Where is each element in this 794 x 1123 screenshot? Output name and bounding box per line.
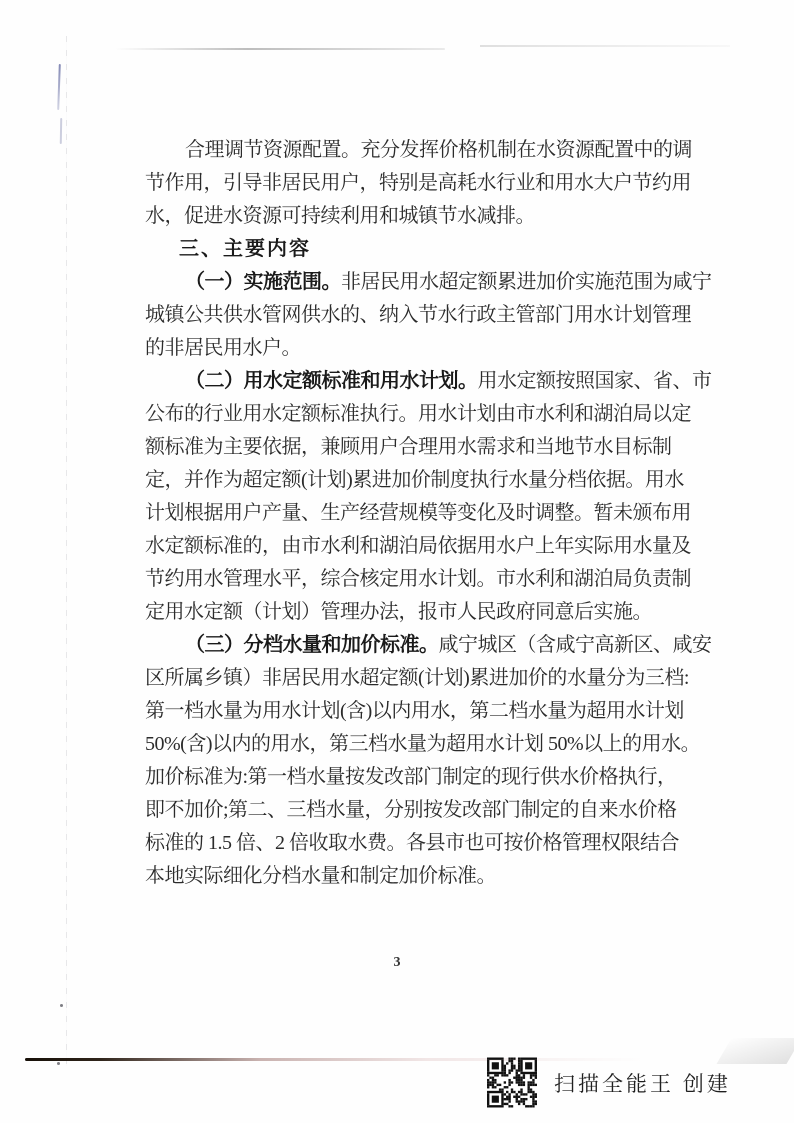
text-segment: 节约用水管理水平，综合核定用水计划。市水利和湖泊局负责制: [145, 568, 691, 590]
text-segment: 加价标准为:第一档水量按发改部门制定的现行供水价格执行，: [145, 766, 677, 788]
pen-mark-artifact: [57, 64, 61, 110]
scan-fold-line-artifact: [66, 36, 67, 1066]
text-line: [145, 134, 690, 167]
text-line: [145, 530, 690, 563]
text-line: [145, 167, 690, 200]
text-segment: 定，并作为超定额(计划)累进加价制度执行水量分档依据。用水: [145, 469, 684, 491]
text-line: [145, 563, 690, 596]
text-line: [145, 761, 690, 794]
document-body: [145, 134, 712, 893]
text-segment: 定用水定额（计划）管理办法，报市人民政府同意后实施。: [145, 601, 652, 623]
text-line: [145, 794, 690, 827]
text-line: [145, 728, 701, 761]
text-line: [145, 299, 690, 332]
text-line: [145, 860, 690, 893]
scan-smudge-artifact: [115, 48, 445, 50]
text-line: [145, 365, 712, 398]
text-segment: 第一档水量为用水计划(含)以内用水，第二档水量为超用水计划: [145, 700, 684, 722]
bold-text-segment: （一）实施范围。: [185, 271, 341, 293]
text-segment: 区所属乡镇）非居民用水超定额(计划)累进加价的水量分为三档:: [145, 667, 689, 689]
text-segment: 计划根据用户产量、生产经营规模等变化及时调整。暂未颁布用: [145, 502, 691, 524]
text-line: [145, 398, 690, 431]
text-segment: 本地实际细化分档水量和制定加价标准。: [145, 865, 496, 887]
text-line: [145, 464, 690, 497]
scan-smudge-artifact: [480, 45, 730, 47]
scanner-watermark: [487, 1056, 731, 1109]
text-line: [145, 629, 712, 662]
text-segment: 水定额标准的，由市水利和湖泊局依据用水户上年实际用水量及: [145, 535, 691, 557]
text-line: [145, 200, 690, 233]
text-segment: 合理调节资源配置。充分发挥价格机制在水资源配置中的调: [185, 139, 692, 161]
scanner-watermark-label: 扫描全能王 创建: [554, 1072, 731, 1096]
text-line: [145, 662, 690, 695]
text-segment: 即不加价;第二、三档水量，分别按发改部门制定的自来水价格: [145, 799, 677, 821]
text-segment: 节作用，引导非居民用户，特别是高耗水行业和用水大户节约用: [145, 172, 691, 194]
text-line: [145, 497, 690, 530]
pen-mark-artifact: [60, 118, 62, 144]
text-segment: 用水定额按照国家、省、市: [477, 370, 712, 392]
text-line: [145, 266, 712, 299]
text-segment: 的非居民用水户。: [145, 337, 301, 359]
text-segment: 非居民用水超定额累进加价实施范围为咸宁: [341, 271, 712, 293]
bold-text-segment: （二）用水定额标准和用水计划。: [185, 370, 478, 392]
scan-speck-artifact: [60, 1004, 63, 1007]
page-number: 3: [393, 955, 401, 970]
scan-speck-artifact: [57, 1062, 60, 1065]
text-segment: 标准的 1.5 倍、2 倍收取水费。各县市也可按价格管理权限结合: [145, 832, 679, 854]
text-line: [145, 431, 690, 464]
text-segment: 咸宁城区（含咸宁高新区、咸安: [438, 634, 712, 656]
bold-text-segment: （三）分档水量和加价标准。: [185, 634, 439, 656]
text-line: [145, 695, 690, 728]
section-heading: [145, 233, 690, 266]
text-line: [145, 332, 690, 365]
bold-text-segment: 三、主要内容: [179, 238, 311, 260]
text-line: [145, 827, 690, 860]
text-segment: 水，促进水资源可持续利用和城镇节水减排。: [145, 205, 535, 227]
text-segment: 公布的行业用水定额标准执行。用水计划由市水利和湖泊局以定: [145, 403, 691, 425]
text-segment: 额标准为主要依据，兼顾用户合理用水需求和当地节水目标制: [145, 436, 672, 458]
qr-code-icon: [487, 1056, 537, 1109]
text-line: [145, 596, 690, 629]
text-segment: 50%(含)以内的用水，第三档水量为超用水计划 50%以上的用水。: [145, 733, 701, 755]
text-segment: 城镇公共供水管网供水的、纳入节水行政主管部门用水计划管理: [145, 304, 691, 326]
